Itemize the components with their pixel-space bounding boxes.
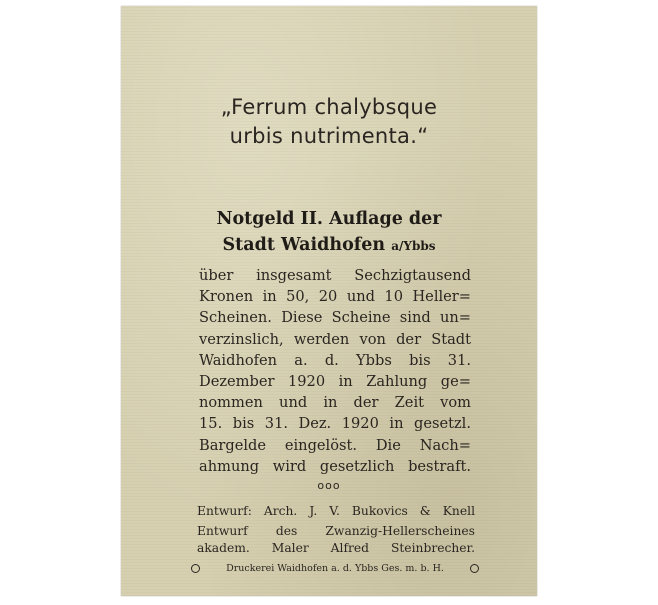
body-line: nommen und in der Zeit vom — [199, 394, 471, 412]
printer-imprint: Druckerei Waidhofen a. d. Ybbs Ges. m. b. H. — [226, 563, 444, 574]
body-line: Bargelde eingelöst. Die Nach= — [199, 436, 471, 454]
motto-line-1: „Ferrum chalybsque — [220, 95, 438, 119]
credit-painter: akadem. Maler Alfred Steinbrecher. — [197, 541, 475, 555]
heading-town: Stadt Waidhofen — [222, 235, 392, 255]
body-line: 15. bis 31. Dez. 1920 in gesetzl. — [199, 415, 471, 433]
heading-line-2 — [121, 235, 537, 255]
ring-ornament-icon — [191, 564, 200, 573]
ring-ornament-icon — [470, 564, 479, 573]
credit-design: Entwurf: Arch. J. V. Bukovics & Knell — [197, 504, 475, 518]
body-line: Dezember 1920 in Zahlung ge= — [199, 373, 471, 391]
body-line: Scheinen. Diese Scheine sind un= — [199, 309, 471, 327]
body-line: über insgesamt Sechzigtausend — [199, 267, 471, 284]
credit-twenty-heller: Entwurf des Zwanzig-Hellerscheines — [197, 524, 475, 538]
heading-town-suffix: a/Ybbs — [391, 239, 436, 253]
body-line: verzinslich, werden von der Stadt — [199, 330, 471, 348]
printer-row — [191, 563, 479, 574]
body-line: ahmung wird gesetzlich bestraft. — [199, 457, 471, 475]
body-line: Kronen in 50, 20 und 10 Heller= — [199, 288, 471, 306]
body-line: Waidhofen a. d. Ybbs bis 31. — [199, 351, 471, 369]
motto-line-2: urbis nutrimenta.“ — [229, 124, 429, 148]
body-text — [199, 265, 471, 477]
separator-circles: ooo — [317, 479, 341, 492]
heading-line-1: Notgeld II. Auflage der — [216, 209, 442, 229]
banknote-reverse — [121, 6, 537, 596]
